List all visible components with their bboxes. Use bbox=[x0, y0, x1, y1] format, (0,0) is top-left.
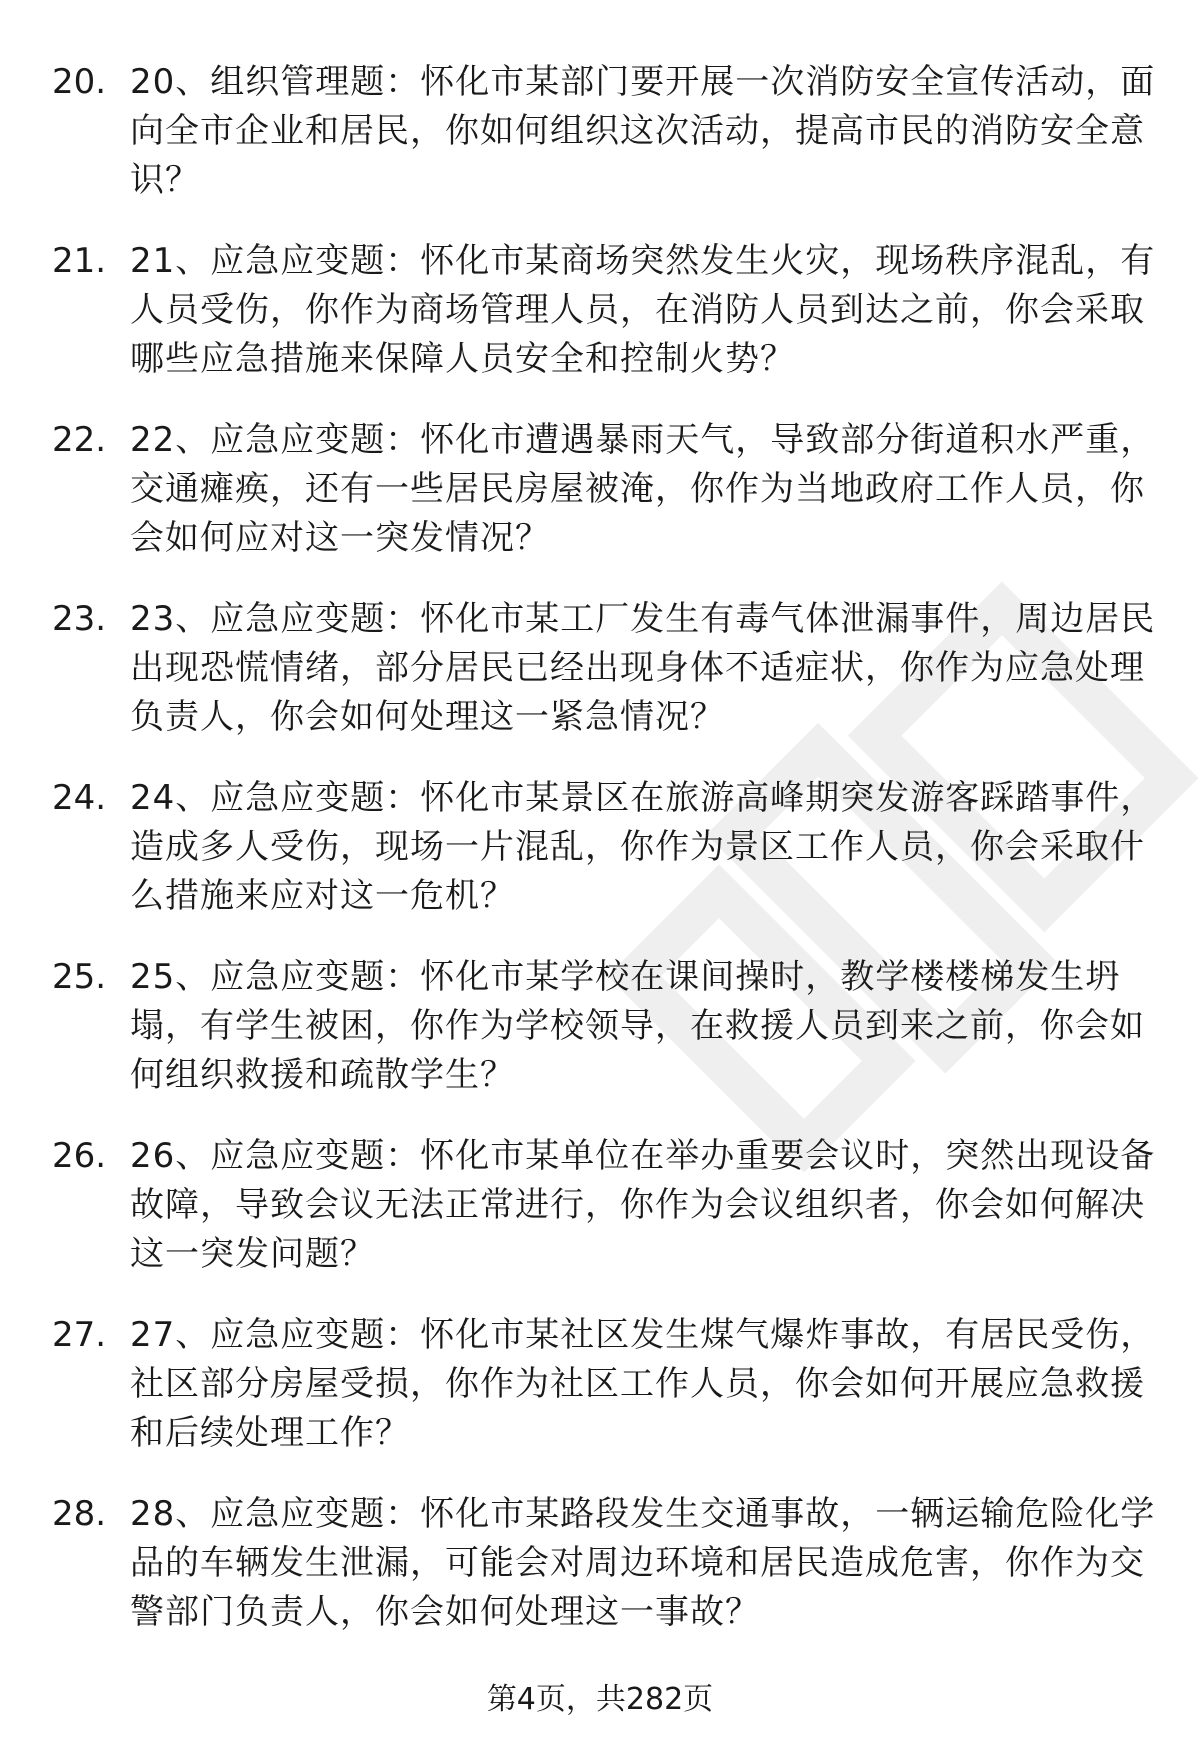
item-number: 27. bbox=[52, 1315, 107, 1355]
item-number: 21. bbox=[52, 241, 107, 281]
list-item bbox=[52, 953, 1160, 1100]
question-text: 28、应急应变题：怀化市某路段发生交通事故，一辆运输危险化学品的车辆发生泄漏，可能会对周边环境和居民造成危害，你作为交警部门负责人，你会如何处理这一事故？ bbox=[130, 1494, 1156, 1632]
item-number: 24. bbox=[52, 778, 107, 818]
item-number: 20. bbox=[52, 62, 107, 102]
question-text: 25、应急应变题：怀化市某学校在课间操时，教学楼楼梯发生坍塌，有学生被困，你作为学校领导，在救援人员到来之前，你会如何组织救援和疏散学生？ bbox=[130, 957, 1145, 1095]
question-text: 22、应急应变题：怀化市遭遇暴雨天气，导致部分街道积水严重，交通瘫痪，还有一些居民房屋被淹，你作为当地政府工作人员，你会如何应对这一突发情况？ bbox=[130, 420, 1156, 558]
question-text: 27、应急应变题：怀化市某社区发生煤气爆炸事故，有居民受伤，社区部分房屋受损，你作为社区工作人员，你会如何开展应急救援和后续处理工作？ bbox=[130, 1315, 1156, 1453]
item-number: 25. bbox=[52, 957, 107, 997]
list-item bbox=[52, 774, 1160, 921]
list-item bbox=[52, 58, 1160, 205]
list-item bbox=[52, 237, 1160, 384]
question-text: 20、组织管理题：怀化市某部门要开展一次消防安全宣传活动，面向全市企业和居民，你如何组织这次活动，提高市民的消防安全意识？ bbox=[130, 62, 1156, 200]
list-item bbox=[52, 1490, 1160, 1637]
list-item bbox=[52, 1132, 1160, 1279]
question-text: 23、应急应变题：怀化市某工厂发生有毒气体泄漏事件，周边居民出现恐慌情绪，部分居民已经出现身体不适症状，你作为应急处理负责人，你会如何处理这一紧急情况？ bbox=[130, 599, 1156, 737]
question-list bbox=[52, 58, 1160, 1669]
question-text: 24、应急应变题：怀化市某景区在旅游高峰期突发游客踩踏事件，造成多人受伤，现场一片混乱，你作为景区工作人员，你会采取什么措施来应对这一危机？ bbox=[130, 778, 1156, 916]
list-item bbox=[52, 1311, 1160, 1458]
page-number-label: 第4页，共282页 bbox=[486, 1682, 714, 1717]
list-item bbox=[52, 595, 1160, 742]
page-footer bbox=[0, 1680, 1200, 1720]
item-number: 26. bbox=[52, 1136, 107, 1176]
list-item bbox=[52, 416, 1160, 563]
question-text: 26、应急应变题：怀化市某单位在举办重要会议时，突然出现设备故障，导致会议无法正常进行，你作为会议组织者，你会如何解决这一突发问题？ bbox=[130, 1136, 1156, 1274]
item-number: 28. bbox=[52, 1494, 107, 1534]
item-number: 23. bbox=[52, 599, 107, 639]
question-text: 21、应急应变题：怀化市某商场突然发生火灾，现场秩序混乱，有人员受伤，你作为商场管理人员，在消防人员到达之前，你会采取哪些应急措施来保障人员安全和控制火势？ bbox=[130, 241, 1156, 379]
item-number: 22. bbox=[52, 420, 107, 460]
